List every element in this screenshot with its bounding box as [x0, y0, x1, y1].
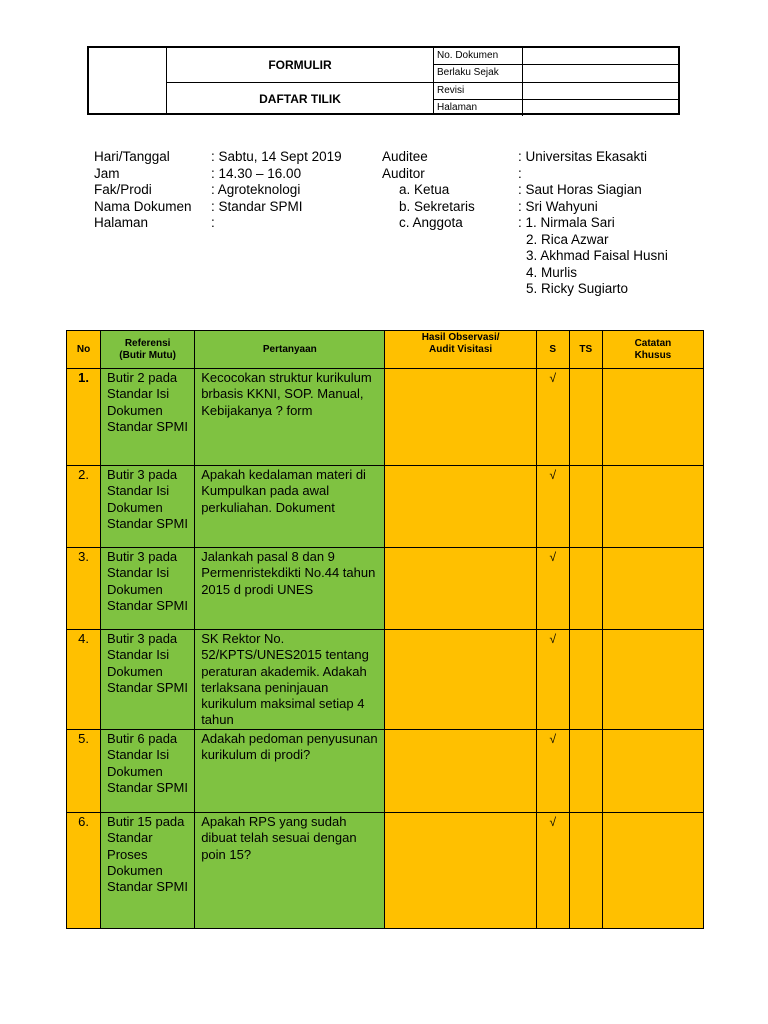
row-catatan	[602, 369, 703, 466]
row-s-check: √	[536, 548, 569, 630]
row-referensi: Butir 6 pada Standar Isi Dokumen Standar SPMI	[101, 730, 195, 813]
info-label: Jam	[94, 165, 120, 181]
meta-value	[523, 65, 678, 81]
info-label: Auditee	[382, 149, 428, 164]
row-pertanyaan: Kecocokan struktur kurikulum brbasis KKNI, SOP. Manual, Kebijakanya ? form	[195, 369, 385, 466]
info-value: : Sri Wahyuni	[518, 198, 598, 214]
table-row	[67, 730, 704, 813]
anggota-item: 4. Murlis	[526, 264, 578, 280]
row-referensi: Butir 15 pada Standar Proses Dokumen Standar SPMI	[101, 813, 195, 929]
info-value: : Standar SPMI	[211, 198, 303, 214]
info-value: : 14.30 – 16.00	[211, 165, 302, 181]
meta-label: Halaman	[434, 100, 523, 116]
row-pertanyaan: Apakah kedalaman materi di Kumpulkan pada awal perkuliahan. Dokument	[195, 466, 385, 548]
row-referensi: Butir 3 pada Standar Isi Dokumen Standar SPMI	[101, 466, 195, 548]
row-referensi: Butir 3 pada Standar Isi Dokumen Standar SPMI	[101, 630, 195, 730]
info-label: c. Anggota	[399, 215, 463, 230]
row-hasil	[385, 548, 536, 630]
meta-row-no-dokumen	[434, 48, 678, 65]
col-header-text: Audit Visitasi	[429, 344, 493, 355]
document-meta	[433, 48, 678, 113]
row-ts	[569, 548, 602, 630]
row-ts	[569, 813, 602, 929]
meta-row-halaman	[434, 100, 678, 116]
info-label: a. Ketua	[399, 182, 450, 197]
info-values-left	[211, 149, 342, 232]
audit-checklist-table	[66, 330, 704, 929]
info-value: :	[518, 165, 522, 181]
info-values-right	[518, 149, 668, 298]
col-header-text: Hasil Observasi/	[421, 332, 500, 343]
table-row	[67, 813, 704, 929]
row-number: 1.	[67, 369, 101, 466]
row-ts	[569, 730, 602, 813]
row-s-check: √	[536, 630, 569, 730]
table-header-row	[67, 331, 704, 369]
form-header	[87, 46, 680, 115]
meta-row-berlaku-sejak	[434, 65, 678, 82]
info-label: Hari/Tanggal	[94, 149, 170, 164]
col-header-hasil	[385, 331, 536, 369]
anggota-item: 5. Ricky Sugiarto	[526, 281, 629, 296]
row-hasil	[385, 730, 536, 813]
meta-label: No. Dokumen	[434, 48, 523, 64]
row-catatan	[602, 813, 703, 929]
row-s-check: √	[536, 466, 569, 548]
info-label: Auditor	[382, 165, 425, 181]
row-hasil	[385, 813, 536, 929]
row-number: 4.	[67, 630, 101, 730]
meta-value	[523, 48, 678, 64]
row-hasil	[385, 630, 536, 730]
col-header-ts: TS	[569, 331, 602, 369]
table-row	[67, 630, 704, 730]
form-title: FORMULIR	[167, 48, 433, 83]
row-hasil	[385, 466, 536, 548]
info-value: : Universitas Ekasakti	[518, 149, 648, 164]
row-s-check: √	[536, 369, 569, 466]
col-header-text: Khusus	[634, 349, 672, 361]
info-value: : Sabtu, 14 Sept 2019	[211, 149, 342, 164]
col-header-text: (Butir Mutu)	[119, 349, 176, 361]
info-label: b. Sekretaris	[399, 198, 475, 214]
row-s-check: √	[536, 813, 569, 929]
row-catatan	[602, 730, 703, 813]
meta-value	[523, 83, 678, 99]
row-number: 2.	[67, 466, 101, 548]
info-labels-left	[94, 149, 192, 232]
info-label: Nama Dokumen	[94, 198, 192, 214]
row-ts	[569, 466, 602, 548]
info-value: : Agroteknologi	[211, 182, 301, 197]
table-row	[67, 548, 704, 630]
row-pertanyaan: SK Rektor No. 52/KPTS/UNES2015 tentang peraturan akademik. Adakah terlaksana peninjauan kurikulum maksimal setiap 4 tahun	[195, 630, 385, 730]
info-value: : 1. Nirmala Sari	[518, 215, 615, 230]
row-ts	[569, 630, 602, 730]
row-pertanyaan: Jalankah pasal 8 dan 9 Permenristekdikti No.44 tahun 2015 d prodi UNES	[195, 548, 385, 630]
table-row	[67, 369, 704, 466]
col-header-text: Referensi	[124, 337, 171, 349]
col-header-text: Catatan	[634, 337, 672, 349]
logo-cell	[89, 48, 167, 113]
row-hasil	[385, 369, 536, 466]
col-header-catatan	[602, 331, 703, 369]
row-number: 3.	[67, 548, 101, 630]
meta-value	[523, 100, 678, 116]
col-header-referensi	[101, 331, 195, 369]
form-subtitle: DAFTAR TILIK	[259, 92, 341, 106]
meta-label: Berlaku Sejak	[434, 65, 523, 81]
row-catatan	[602, 466, 703, 548]
info-label: Halaman	[94, 215, 149, 230]
info-value: : Saut Horas Siagian	[518, 182, 642, 197]
row-number: 5.	[67, 730, 101, 813]
info-labels-right	[382, 149, 475, 232]
anggota-item: 3. Akhmad Faisal Husni	[526, 248, 668, 263]
col-header-s: S	[536, 331, 569, 369]
col-header-no: No	[67, 331, 101, 369]
info-label: Fak/Prodi	[94, 182, 152, 197]
row-catatan	[602, 548, 703, 630]
row-s-check: √	[536, 730, 569, 813]
info-value: :	[211, 215, 215, 230]
row-catatan	[602, 630, 703, 730]
row-number: 6.	[67, 813, 101, 929]
meta-label: Revisi	[434, 83, 523, 99]
row-ts	[569, 369, 602, 466]
anggota-item: 2. Rica Azwar	[526, 231, 609, 247]
row-referensi: Butir 2 pada Standar Isi Dokumen Standar SPMI	[101, 369, 195, 466]
row-referensi: Butir 3 pada Standar Isi Dokumen Standar SPMI	[101, 548, 195, 630]
col-header-pertanyaan: Pertanyaan	[195, 331, 385, 369]
table-row	[67, 466, 704, 548]
meta-row-revisi	[434, 83, 678, 100]
row-pertanyaan: Apakah RPS yang sudah dibuat telah sesuai dengan poin 15?	[195, 813, 385, 929]
row-pertanyaan: Adakah pedoman penyusunan kurikulum di prodi?	[195, 730, 385, 813]
